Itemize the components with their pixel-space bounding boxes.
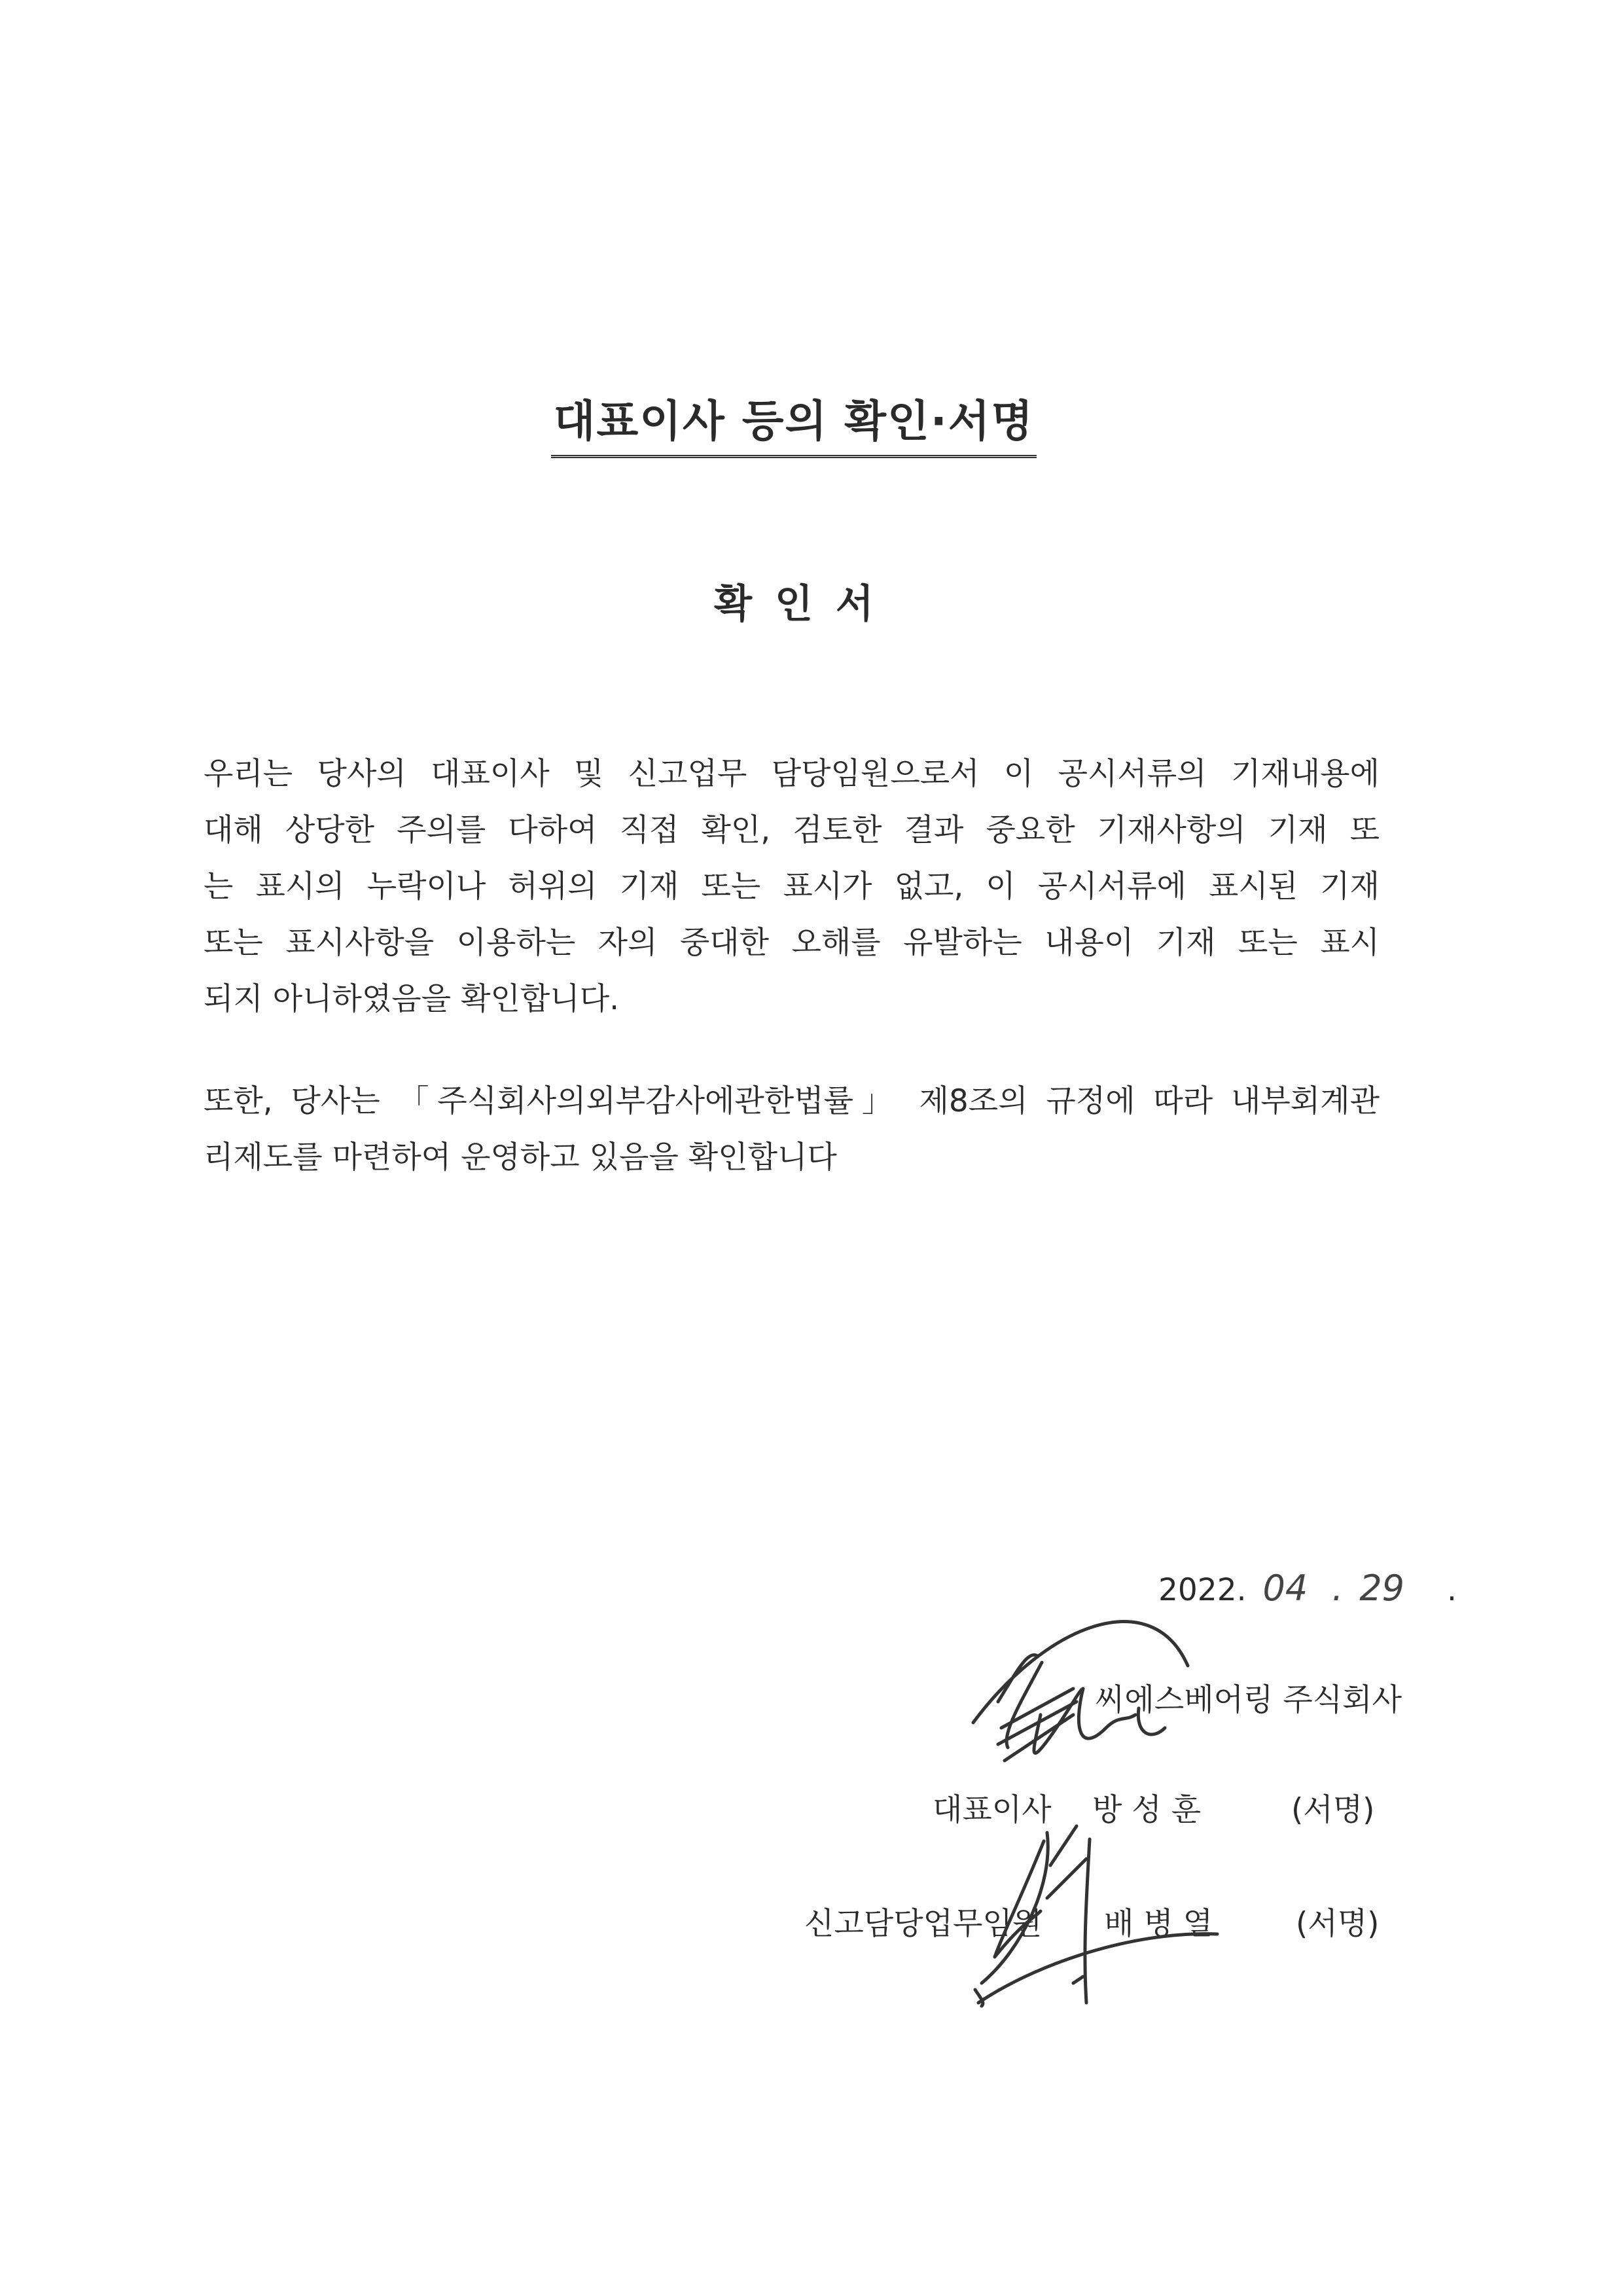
ceo-signature: [973, 1622, 1188, 1761]
paragraph-line: 는 표시의 누락이나 허위의 기재 또는 표시가 없고, 이 공시서류에 표시된 기재: [204, 869, 1380, 905]
paragraph-line: 또한, 당사는 「주식회사의외부감사에관한법률」 제8조의 규정에 따라 내부회계관: [204, 1083, 1380, 1119]
date-year: 2022.: [1158, 1572, 1247, 1608]
officer-role: 신고담당업무임원: [804, 1906, 1043, 1942]
officer-signature: [975, 1826, 1217, 2006]
ceo-role: 대표이사: [933, 1792, 1052, 1828]
ceo-sign-label: (서명): [1291, 1792, 1375, 1828]
date-separator: .: [1332, 1568, 1344, 1609]
paragraph-line: 리제도를 마련하여 운영하고 있음을 확인합니다: [204, 1139, 837, 1175]
heading-text: 대표이사 등의 확인·서명: [551, 386, 1037, 458]
ceo-name: 방 성 훈: [1092, 1792, 1202, 1828]
paragraph-line: 또는 표시사항을 이용하는 자의 중대한 오해를 유발하는 내용이 기재 또는 표시: [204, 925, 1380, 961]
date-day-handwritten: 29: [1359, 1568, 1405, 1609]
officer-sign-label: (서명): [1296, 1906, 1380, 1942]
date-month-handwritten: 04: [1262, 1568, 1308, 1609]
company-name: 씨에스베어링 주식회사: [1095, 1682, 1402, 1718]
paragraph-line: 우리는 당사의 대표이사 및 신고업무 담당임원으로서 이 공시서류의 기재내용에: [204, 756, 1380, 792]
paragraph-line: 대해 상당한 주의를 다하여 직접 확인, 검토한 결과 중요한 기재사항의 기재 또: [204, 812, 1380, 848]
document-title: 확 인 서: [714, 581, 874, 627]
date-end: .: [1446, 1572, 1457, 1608]
officer-name: 배 병 열: [1104, 1906, 1213, 1942]
paragraph-line: 되지 아니하였음을 확인합니다.: [204, 981, 620, 1017]
